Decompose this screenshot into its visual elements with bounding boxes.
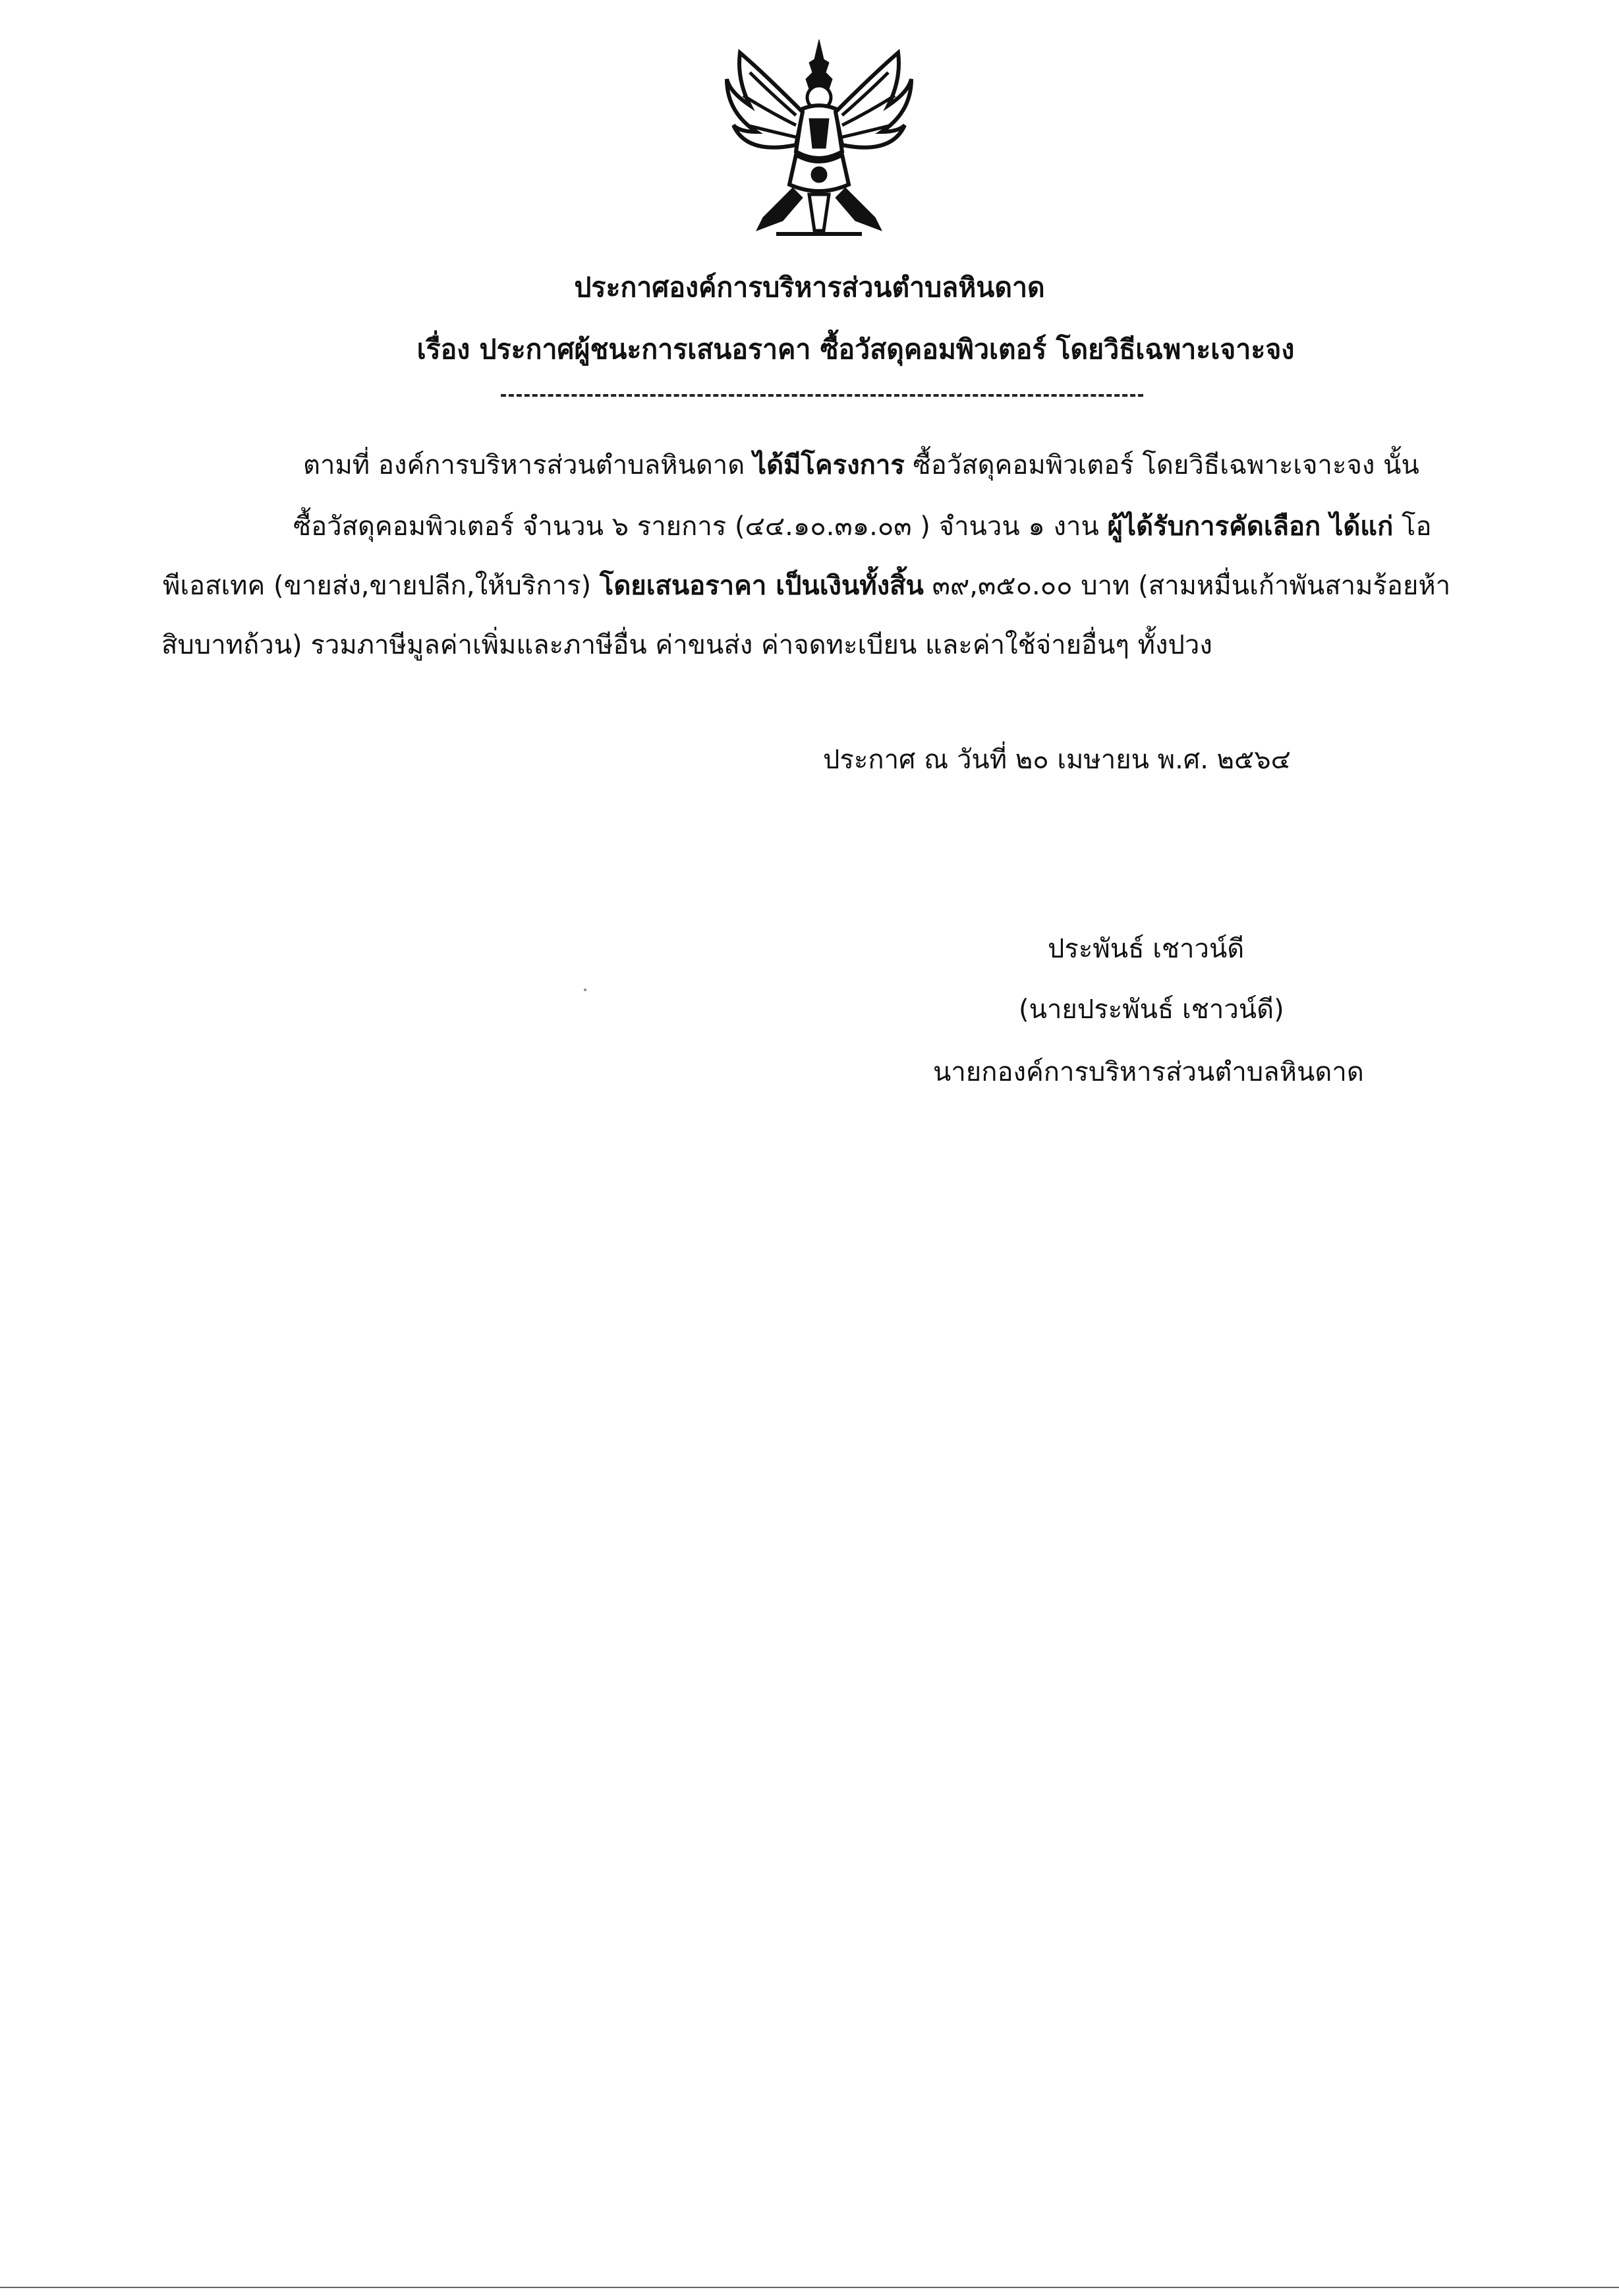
document-subject: เรื่อง ประกาศผู้ชนะการเสนอราคา ซื้อวัสดุคอมพิวเตอร์ โดยวิธีเฉพาะเจาะจง: [416, 333, 1295, 365]
body-line-3: [163, 568, 1450, 604]
page-bottom-edge: [0, 2287, 1619, 2288]
signatory-full-name: (นายประพันธ์ เชาวน์ดี): [1019, 994, 1284, 1025]
body-line-3-part-c: ๓๙,๓๕๐.๐๐ บาท (สามหมื่นเก้าพันสามร้อยห้า: [923, 571, 1451, 601]
body-line-2-part-b: ผู้ได้รับการคัดเลือก ได้แก่: [1107, 511, 1394, 542]
body-line-1-part-a: ตามที่ องค์การบริหารส่วนตำบลหินดาด: [303, 450, 753, 480]
document-title: ประกาศองค์การบริหารส่วนตำบลหินดาด: [574, 272, 1045, 303]
body-line-1: [303, 447, 1419, 483]
signatory-position: นายกองค์การบริหารส่วนตำบลหินดาด: [933, 1057, 1364, 1087]
body-line-4: สิบบาทถ้วน) รวมภาษีมูลค่าเพิ่มและภาษีอื่น ค่าขนส่ง ค่าจดทะเบียน และค่าใช้จ่ายอื่นๆ ทั้งปวง: [161, 630, 1212, 660]
body-line-3-part-b: โดยเสนอราคา เป็นเงินทั้งสิ้น: [599, 571, 924, 601]
garuda-emblem-icon: [710, 33, 928, 250]
body-line-1-part-c: ซื้อวัสดุคอมพิวเตอร์ โดยวิธีเฉพาะเจาะจง นั้น: [904, 450, 1419, 480]
body-line-2-part-a: ซื้อวัสดุคอมพิวเตอร์ จำนวน ๖ รายการ (๔๔.๑๐.๓๑.๐๓ ) จำนวน ๑ งาน: [293, 511, 1108, 542]
body-line-1-part-b: ได้มีโครงการ: [753, 450, 905, 480]
announcement-date: ประกาศ ณ วันที่ ๒๐ เมษายน พ.ศ. ๒๕๖๔: [823, 745, 1291, 775]
body-line-2: [293, 509, 1432, 544]
divider-line: [501, 394, 1143, 397]
body-line-3-part-a: พีเอสเทค (ขายส่ง,ขายปลีก,ให้บริการ): [163, 571, 600, 601]
scan-speck: [584, 989, 586, 991]
signatory-name: ประพันธ์ เชาวน์ดี: [1048, 934, 1245, 964]
body-line-2-part-c: โอ: [1393, 511, 1432, 542]
